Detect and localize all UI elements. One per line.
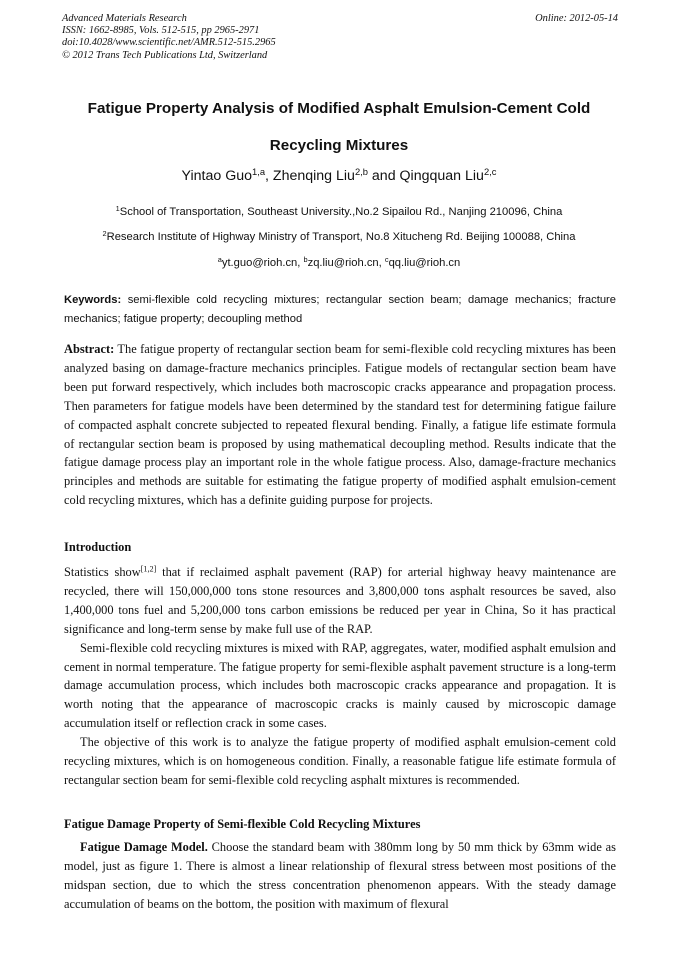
affiliation-2-mark: 2: [102, 228, 107, 238]
author-3: and Qingquan Liu: [367, 168, 484, 184]
title-line-2: Recycling Mixtures: [269, 137, 409, 154]
intro-paragraph-1: [64, 563, 616, 639]
email-b: zq.liu@rioh.cn,: [307, 257, 385, 269]
author-2-affiliation: 2,b: [354, 166, 368, 177]
abstract-label: Abstract:: [64, 342, 115, 356]
online-date: Online: 2012-05-14: [535, 13, 618, 24]
fatigue-model-text: Choose the standard beam with 380mm long by 50 mm thick by 63mm wide as model, just as figure 1. There is almost a linear relationship of flexural stress between most positions of the midspan section, due to which the stress concentration phenomenon appears. With the steady damage accumulation of beams on the bottom, the position with maximum of flexural: [64, 840, 616, 911]
abstract-text: The fatigue property of rectangular section beam for semi-flexible cold recycling mixtures has been analyzed basing on damage-fracture mechanics principles. Fatigue models of rectangular section beam have been put forward respectively, which includes both macroscopic cracks appearance and propagation process. Then parameters for fatigue models have been determined by the standard test for determining fatigue failure of compacted asphalt concrete subjected to repeated flexural bending. Finally, a fatigue life estimate formula of rectangular section beam is proposed by using mathematical decoupling method. Results indicate that the fatigue damage process play an important role in the whole fatigue process. Also, damage-fracture mechanics principles and methods are suitable for estimating the fatigue property of modified asphalt emulsion-cement cold recycling mixtures, which has a definite guiding purpose for projects.: [64, 342, 616, 508]
issn-line: ISSN: 1662-8985, Vols. 512-515, pp 2965-2971: [62, 25, 260, 37]
affiliation-1: [30, 205, 648, 219]
affiliation-2-text: Research Institute of Highway Ministry of Transport, No.8 Xitucheng Rd. Beijing 100088, China: [106, 231, 576, 243]
fatigue-model-label: Fatigue Damage Model.: [80, 840, 208, 854]
citation-ref: [1,2]: [140, 564, 157, 574]
journal-header: [62, 13, 618, 62]
email-c: qq.liu@rioh.cn: [388, 257, 461, 269]
email-b-mark: b: [303, 254, 308, 264]
journal-name: Advanced Materials Research: [62, 13, 187, 24]
affiliation-1-mark: 1: [115, 203, 120, 213]
fatigue-section-body: [64, 838, 616, 914]
email-list: [30, 256, 648, 270]
fatigue-paragraph-1: [64, 838, 616, 914]
affiliation-1-text: School of Transportation, Southeast University.,No.2 Sipailou Rd., Nanjing 210096, China: [119, 206, 563, 218]
intro-paragraph-2: Semi-flexible cold recycling mixtures is mixed with RAP, aggregates, water, modified asphalt emulsion and cement in normal temperature. The fatigue property for semi-flexible asphalt pavement structure is a long-term damage accumulation process, which includes both macroscopic cracks appearance and propagation. It is worth noting that the appearance of macroscopic cracks is mainly caused by microscopic damage accumulation itself or reflection crack in some cases.: [64, 640, 616, 731]
email-c-mark: c: [384, 254, 389, 264]
introduction-body: [64, 563, 616, 790]
abstract: [64, 340, 616, 510]
author-3-affiliation: 2,c: [483, 166, 497, 177]
intro-p1-start: Statistics show: [64, 565, 141, 579]
author-1: Yintao Guo: [181, 168, 253, 184]
keywords-label: Keywords:: [64, 294, 122, 306]
fatigue-section-heading: Fatigue Damage Property of Semi-flexible Cold Recycling Mixtures: [64, 817, 421, 831]
author-1-affiliation: 1,a: [252, 166, 266, 177]
introduction-heading: Introduction: [64, 540, 132, 554]
keywords-text: semi-flexible cold recycling mixtures; rectangular section beam; damage mechanics; fracture mechanics; fatigue property; decoupling method: [64, 294, 616, 325]
intro-p1-rest: that if reclaimed asphalt pavement (RAP) for arterial highway heavy maintenance are recycled, there will 150,000,000 tons stone resources and 3,800,000 tons asphalt resources be saved, also 1,400,000 tons fuel and 5,200,000 tons carbon emissions be reduced per year in China, So it has practical significance and long-term sense by make full use of the RAP.: [64, 565, 616, 636]
affiliation-2: [30, 230, 648, 244]
copyright-line: © 2012 Trans Tech Publications Ltd, Switzerland: [62, 49, 268, 61]
paper-title: [30, 90, 648, 164]
title-line-1: Fatigue Property Analysis of Modified Asphalt Emulsion-Cement Cold: [87, 100, 591, 117]
author-list: [30, 167, 648, 185]
author-2: , Zhenqing Liu: [265, 168, 355, 184]
email-a-mark: a: [217, 254, 222, 264]
email-a: yt.guo@rioh.cn,: [221, 257, 304, 269]
doi-line: doi:10.4028/www.scientific.net/AMR.512-515.2965: [62, 37, 276, 49]
keywords: [64, 291, 616, 328]
intro-paragraph-3: The objective of this work is to analyze the fatigue property of modified asphalt emulsion-cement cold recycling mixtures, which is on homogeneous condition. Finally, a reasonable fatigue life estimate formula of rectangular section beam for semi-flexible cold recycling asphalt mixtures is recommended.: [64, 735, 616, 787]
